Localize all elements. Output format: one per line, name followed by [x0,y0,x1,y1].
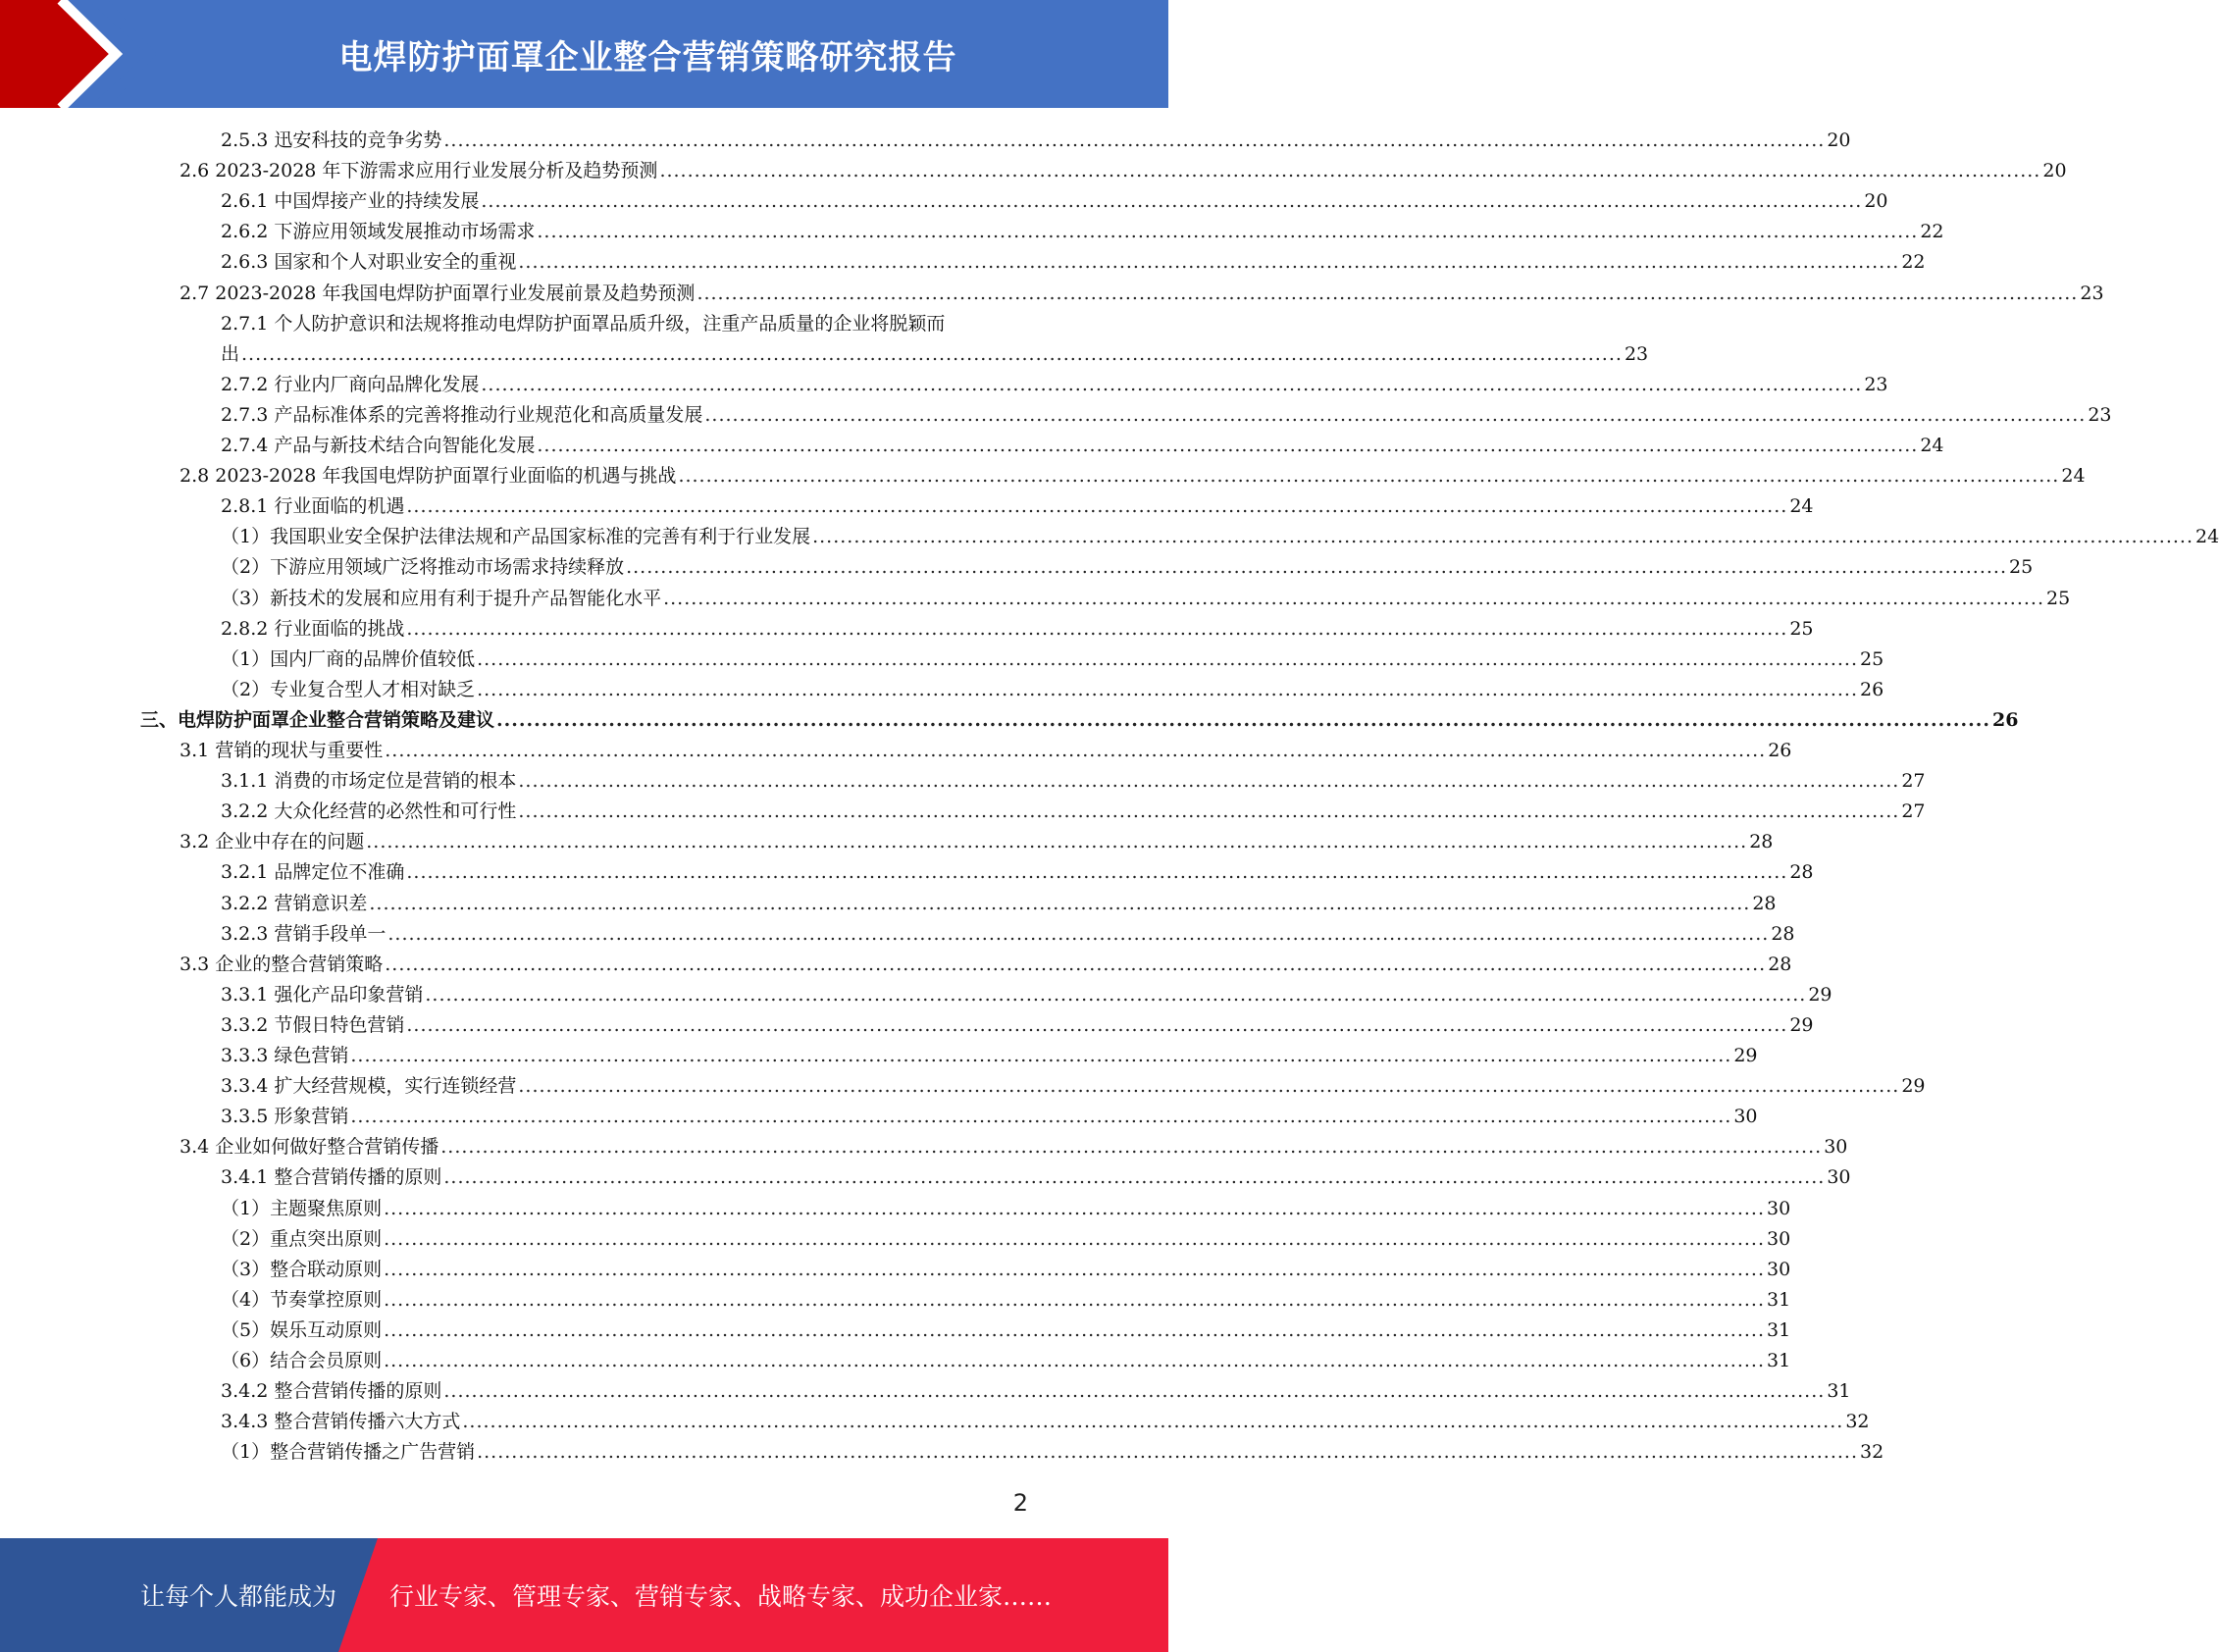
page-header [0,0,1168,108]
toc-leader-dots: ........................................................................................................................................................................................................ [697,282,2079,304]
toc-entry-title: 2.7.1 个人防护意识和法规将推动电焊防护面罩品质升级，注重产品质量的企业将脱颖而 [221,312,946,335]
page-number: 2 [1012,1489,1028,1517]
toc-entry[interactable] [221,217,1944,247]
toc-page-number: 25 [1860,647,1884,670]
footer-slogan-right: 行业专家、管理专家、营销专家、战略专家、成功企业家…… [389,1582,1053,1611]
toc-entry-title: 三、电焊防护面罩企业整合营销策略及建议 [140,708,495,731]
toc-entry-title: （6）结合会员原则 [221,1350,383,1371]
toc-page-number: 24 [2195,526,2219,548]
toc-entry-title: （5）娱乐互动原则 [221,1318,383,1341]
toc-page-number: 20 [2042,160,2067,182]
toc-entry-title: （3）整合联动原则 [221,1258,383,1280]
toc-entry[interactable] [221,857,1814,888]
toc-leader-dots: ........................................................................................................................................................................................................ [659,160,2041,182]
toc-entry-title: 3.4.2 整合营销传播的原则 [221,1380,442,1403]
toc-entry-title: 3.2.2 大众化经营的必然性和可行性 [221,800,517,823]
toc-page-number: 31 [1827,1380,1851,1403]
toc-entry[interactable] [221,370,1888,400]
toc-entry-title: 2.6.3 国家和个人对职业安全的重视 [221,251,517,274]
toc-leader-dots: ........................................................................................................................................................................................................ [537,221,1919,243]
toc-page-number: 23 [1864,373,1888,395]
toc-entry[interactable] [221,126,1851,156]
toc-entry[interactable] [221,1071,1926,1102]
toc-page-number: 26 [1768,740,1792,761]
toc-leader-dots: ........................................................................................................................................................................................................ [481,373,1863,395]
toc-page-number: 27 [1901,800,1926,823]
toc-entry-title: （1）我国职业安全保护法律法规和产品国家标准的完善有利于行业发展 [221,526,811,548]
toc-leader-dots: ........................................................................................................................................................................................................ [241,342,1623,365]
toc-leader-dots: ........................................................................................................................................................................................................ [440,1136,1823,1159]
toc-entry-title: 3.4 企业如何做好整合营销传播 [180,1136,439,1159]
toc-entry-title: （4）节奏掌控原则 [221,1288,383,1311]
toc-page-number: 28 [1752,892,1777,914]
toc-entry-title: 2.7.4 产品与新技术结合向智能化发展 [221,435,536,456]
toc-entry[interactable] [221,584,2071,614]
toc-entry-title: （2）重点突出原则 [221,1227,383,1250]
toc-entry-title: 3.3 企业的整合营销策略 [180,953,384,975]
toc-entry[interactable] [221,919,1795,950]
toc-entry[interactable] [221,1041,1758,1071]
toc-entry-title: （2）下游应用领域广泛将推动市场需求持续释放 [221,556,625,579]
toc-leader-dots: ........................................................................................................................................................................................................ [537,435,1919,456]
toc-page-number: 25 [2009,556,2034,579]
toc-page-number: 30 [1827,1166,1851,1189]
toc-entry-title: 2.8.1 行业面临的机遇 [221,495,405,518]
toc-page-number: 28 [1749,831,1774,853]
toc-leader-dots: ........................................................................................................................................................................................................ [462,1411,1844,1433]
toc-entry[interactable] [180,827,1774,857]
toc-leader-dots: ........................................................................................................................................................................................................ [384,1288,1766,1311]
toc-page-number: 30 [1733,1106,1758,1128]
toc-leader-dots: ........................................................................................................................................................................................................ [350,1045,1732,1066]
toc-page-number: 29 [1808,983,1832,1006]
toc-entry-title: （1）整合营销传播之广告营销 [221,1441,476,1464]
toc-entry-title: （3）新技术的发展和应用有利于提升产品智能化水平 [221,587,662,609]
toc-entry[interactable] [221,797,1926,827]
toc-entry[interactable] [221,1255,1791,1285]
toc-entry-title: 3.3.3 绿色营销 [221,1045,349,1066]
toc-entry[interactable] [221,522,2219,552]
toc-page-number: 30 [1767,1258,1791,1280]
toc-entry[interactable] [221,1407,1870,1437]
toc-page-number: 23 [2088,403,2112,426]
toc-page-number: 24 [2061,465,2086,488]
toc-page-number: 30 [1824,1136,1848,1159]
toc-page-number: 23 [2080,282,2104,304]
toc-entry[interactable] [221,309,1027,339]
toc-entry[interactable] [221,431,1944,461]
toc-entry-title: 2.6.2 下游应用领域发展推动市场需求 [221,221,536,243]
toc-entry-title: （1）国内厂商的品牌价值较低 [221,647,476,670]
toc-entry[interactable] [221,645,1884,675]
toc-leader-dots: ........................................................................................................................................................................................................ [663,587,2045,609]
toc-entry-title: 2.8 2023-2028 年我国电焊防护面罩行业面临的机遇与挑战 [180,465,677,488]
toc-page-number: 30 [1767,1227,1791,1250]
toc-page-number: 29 [1789,1013,1814,1036]
toc-leader-dots: ........................................................................................................................................................................................................ [518,800,1900,823]
toc-page-number: 32 [1860,1441,1884,1464]
toc-entry[interactable] [221,1194,1791,1224]
toc-leader-dots: ........................................................................................................................................................................................................ [385,953,1767,975]
toc-page-number: 25 [1789,617,1814,640]
toc-page-number: 26 [1991,708,2019,731]
toc-page-number: 20 [1827,129,1851,151]
toc-page-number: 25 [2046,587,2071,609]
toc-entry[interactable] [221,1010,1814,1041]
toc-leader-dots: ........................................................................................................................................................................................................ [384,1350,1766,1371]
toc-entry-title: 3.2.2 营销意识差 [221,892,368,914]
toc-entry-title: 3.1.1 消费的市场定位是营销的根本 [221,770,517,793]
toc-leader-dots: ........................................................................................................................................................................................................ [406,1013,1788,1036]
toc-entry[interactable] [221,491,1814,522]
page-footer [0,1538,1168,1652]
toc-leader-dots: ........................................................................................................................................................................................................ [406,617,1788,640]
toc-leader-dots: ........................................................................................................................................................................................................ [496,708,1990,731]
toc-leader-dots: ........................................................................................................................................................................................................ [384,1227,1766,1250]
toc-leader-dots: ........................................................................................................................................................................................................ [518,770,1900,793]
header-arrow-decoration [0,0,157,108]
toc-leader-dots: ........................................................................................................................................................................................................ [366,831,1748,853]
toc-entry-title: 出 [221,342,240,365]
toc-entry-title: 2.7.2 行业内厂商向品牌化发展 [221,373,480,395]
toc-entry-title: 3.4.3 整合营销传播六大方式 [221,1411,461,1433]
toc-entry[interactable] [180,1132,1848,1162]
toc-leader-dots: ........................................................................................................................................................................................................ [443,1380,1826,1403]
toc-leader-dots: ........................................................................................................................................................................................................ [384,1197,1766,1219]
toc-entry-title: 2.6.1 中国焊接产业的持续发展 [221,190,480,213]
toc-entry[interactable] [221,614,1814,645]
toc-entry-title: 2.8.2 行业面临的挑战 [221,617,405,640]
toc-entry[interactable] [221,766,1926,797]
toc-entry-title: （2）专业复合型人才相对缺乏 [221,678,476,700]
toc-entry-title: 2.7 2023-2028 年我国电焊防护面罩行业发展前景及趋势预测 [180,282,696,304]
toc-entry-title: 2.6 2023-2028 年下游需求应用行业发展分析及趋势预测 [180,160,658,182]
toc-leader-dots: ........................................................................................................................................................................................................ [406,861,1788,884]
toc-leader-dots: ........................................................................................................................................................................................................ [443,129,1826,151]
toc-leader-dots: ........................................................................................................................................................................................................ [518,1075,1900,1098]
toc-entry-title: 3.3.4 扩大经营规模，实行连锁经营 [221,1075,517,1098]
toc-entry[interactable] [221,1285,1791,1316]
toc-page-number: 32 [1845,1411,1870,1433]
toc-entry[interactable] [180,461,2086,491]
toc-entry[interactable] [221,552,2034,583]
toc-leader-dots: ........................................................................................................................................................................................................ [384,1318,1766,1341]
toc-entry-title: 3.2 企业中存在的问题 [180,831,365,853]
toc-entry[interactable] [221,186,1888,217]
toc-leader-dots: ........................................................................................................................................................................................................ [812,526,2194,548]
toc-leader-dots: ........................................................................................................................................................................................................ [350,1106,1732,1128]
toc-leader-dots: ........................................................................................................................................................................................................ [704,403,2087,426]
toc-entry[interactable] [180,156,2067,186]
toc-entry-title: 2.5.3 迅安科技的竞争劣势 [221,129,442,151]
toc-entry[interactable] [221,675,1884,705]
toc-entry[interactable] [180,736,1792,766]
toc-leader-dots: ........................................................................................................................................................................................................ [385,740,1767,761]
toc-entry[interactable] [180,279,2104,309]
toc-entry-title: （1）主题聚焦原则 [221,1197,383,1219]
toc-page-number: 31 [1767,1350,1791,1371]
toc-entry[interactable] [221,889,1777,919]
toc-entry-continuation[interactable] [221,339,1649,370]
toc-entry-title: 3.3.5 形象营销 [221,1106,349,1128]
toc-page-number: 30 [1767,1197,1791,1219]
report-title: 电焊防护面罩企业整合营销策略研究报告 [338,37,957,77]
toc-chapter-entry[interactable] [140,705,2019,736]
toc-entry-title: 3.3.1 强化产品印象营销 [221,983,424,1006]
toc-page-number: 24 [1920,435,1944,456]
toc-entry-title: 3.2.1 品牌定位不准确 [221,861,405,884]
toc-entry[interactable] [221,1162,1851,1193]
toc-page-number: 24 [1789,495,1814,518]
toc-leader-dots: ........................................................................................................................................................................................................ [481,190,1863,213]
toc-entry[interactable] [221,1376,1851,1407]
toc-entry[interactable] [180,950,1792,980]
toc-entry-title: 3.1 营销的现状与重要性 [180,740,384,761]
toc-page-number: 31 [1767,1318,1791,1341]
toc-entry[interactable] [221,1346,1791,1376]
toc-leader-dots: ........................................................................................................................................................................................................ [369,892,1751,914]
toc-page-number: 22 [1920,221,1944,243]
toc-page-number: 26 [1860,678,1884,700]
toc-entry[interactable] [221,980,1832,1010]
toc-page-number: 28 [1771,922,1795,945]
toc-entry[interactable] [221,1224,1791,1255]
toc-entry[interactable] [221,1316,1791,1346]
toc-page-number: 23 [1624,342,1649,365]
toc-page-number: 29 [1901,1075,1926,1098]
toc-leader-dots: ........................................................................................................................................................................................................ [425,983,1807,1006]
toc-leader-dots: ........................................................................................................................................................................................................ [384,1258,1766,1280]
toc-page-number: 28 [1768,953,1792,975]
toc-page-number: 27 [1901,770,1926,793]
toc-entry[interactable] [221,400,2112,431]
toc-page-number: 31 [1767,1288,1791,1311]
toc-page-number: 29 [1733,1045,1758,1066]
toc-entry[interactable] [221,247,1926,278]
toc-entry-title: 3.3.2 节假日特色营销 [221,1013,405,1036]
toc-entry[interactable] [221,1437,1884,1468]
toc-leader-dots: ........................................................................................................................................................................................................ [443,1166,1826,1189]
toc-entry-title: 3.2.3 营销手段单一 [221,922,387,945]
toc-page-number: 22 [1901,251,1926,274]
toc-leader-dots: ........................................................................................................................................................................................................ [406,495,1788,518]
toc-leader-dots: ........................................................................................................................................................................................................ [518,251,1900,274]
toc-leader-dots: ........................................................................................................................................................................................................ [678,465,2060,488]
toc-page-number: 20 [1864,190,1888,213]
toc-entry-title: 3.4.1 整合营销传播的原则 [221,1166,442,1189]
toc-page-number: 28 [1789,861,1814,884]
toc-entry[interactable] [221,1102,1758,1132]
toc-leader-dots: ........................................................................................................................................................................................................ [387,922,1770,945]
toc-leader-dots: ........................................................................................................................................................................................................ [477,647,1859,670]
toc-leader-dots: ........................................................................................................................................................................................................ [626,556,2008,579]
toc-entry-title: 2.7.3 产品标准体系的完善将推动行业规范化和高质量发展 [221,403,703,426]
footer-slogan-left: 让每个人都能成为 [140,1582,337,1611]
toc-leader-dots: ........................................................................................................................................................................................................ [477,1441,1859,1464]
toc-leader-dots: ........................................................................................................................................................................................................ [477,678,1859,700]
